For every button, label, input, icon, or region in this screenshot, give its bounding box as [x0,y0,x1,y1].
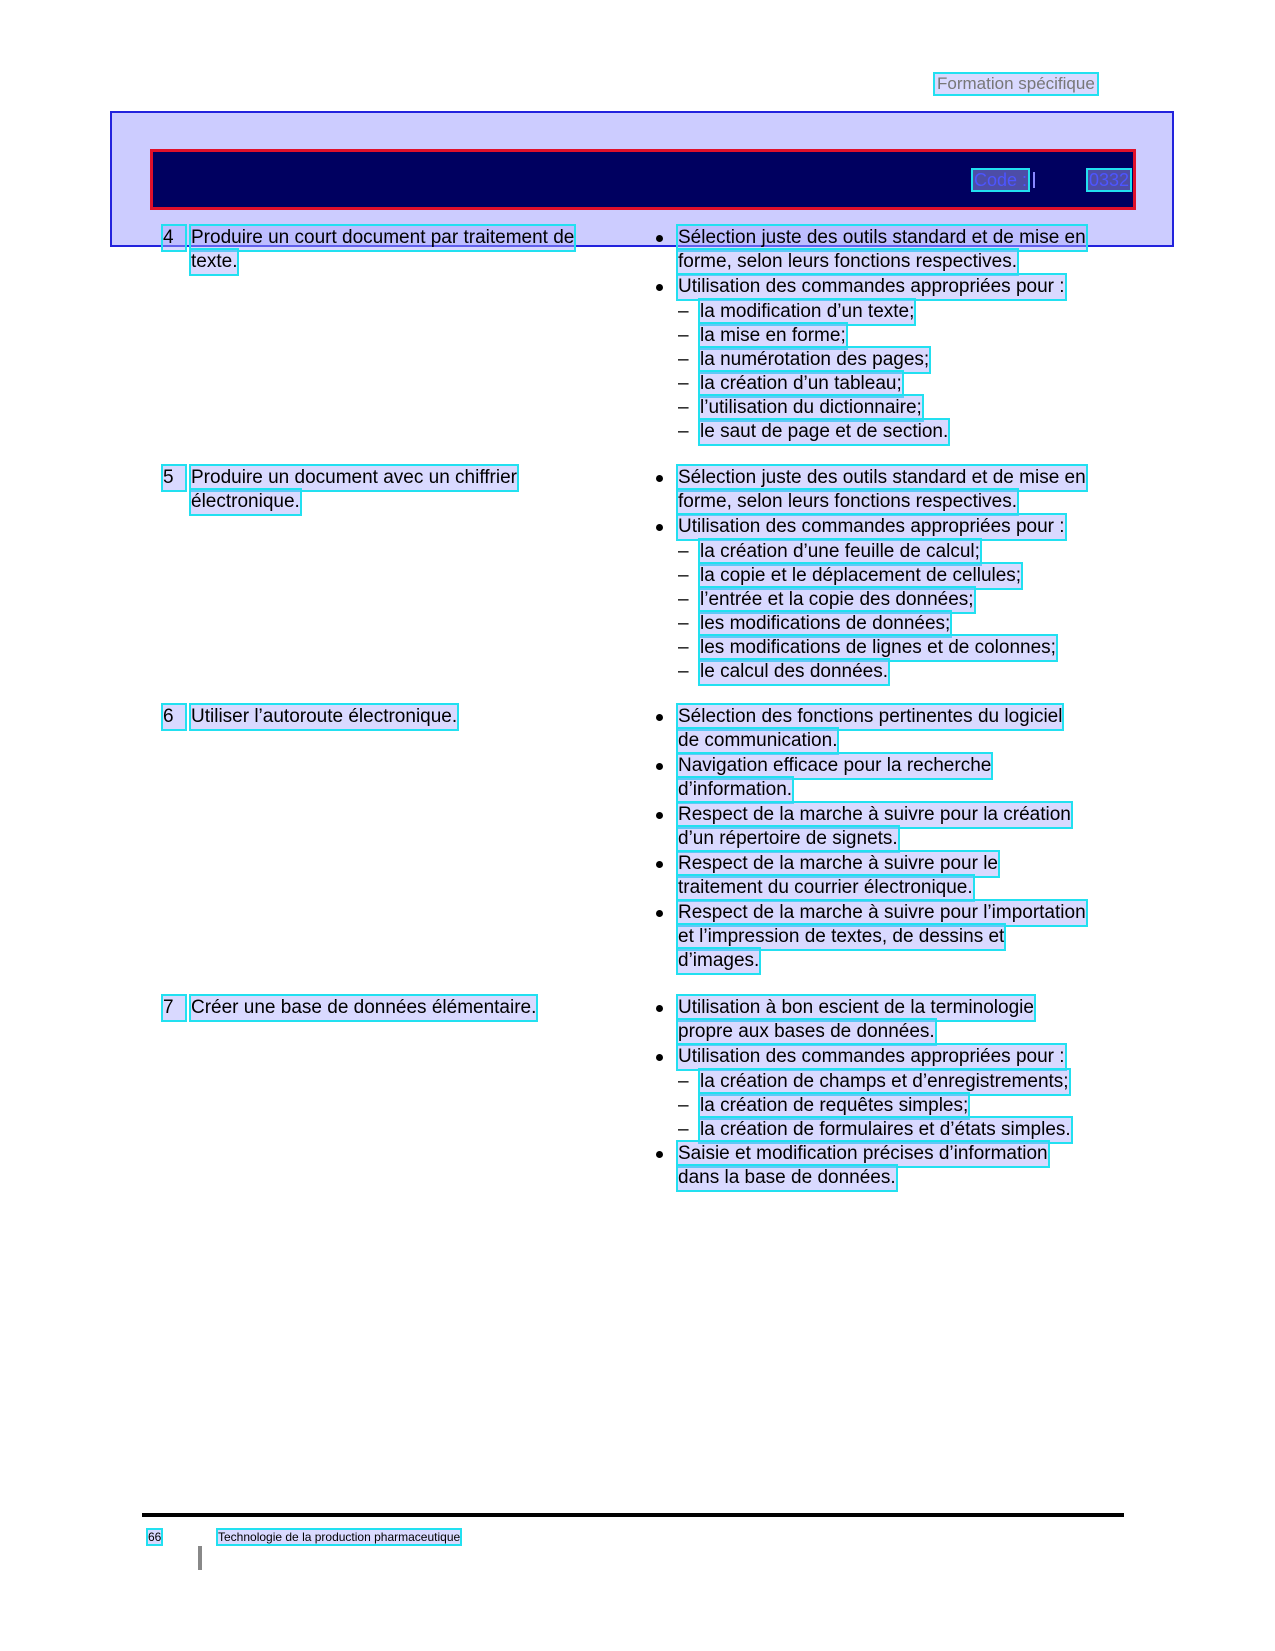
criterion-sub-item [656,324,1124,348]
criterion-sub-item [656,348,1124,372]
bullet-icon [656,812,663,819]
criterion-sub-line: l’utilisation du dictionnaire; [700,397,922,418]
criterion-bullet [656,754,1124,802]
item-number: 6 [163,705,185,729]
dash-icon: – [678,589,689,610]
criterion-line: d’un répertoire de signets. [678,828,898,849]
item-4-title [163,226,663,274]
criterion-line: Utilisation des commandes appropriées pour : [678,1046,1065,1067]
criterion-bullet [656,515,1124,539]
criterion-sub-line: la création de champs et d’enregistrements; [700,1071,1069,1092]
dash-icon: – [678,637,689,658]
criterion-sub-line: la numérotation des pages; [700,349,930,370]
bullet-icon [656,861,663,868]
criterion-sub-item [656,588,1124,612]
footer-page-number: 66 [148,1530,162,1544]
criterion-sub-item [656,420,1124,444]
criterion-sub-line: la création d’une feuille de calcul; [700,541,980,562]
dash-icon: – [678,661,689,682]
item-title-line: Produire un court document par traitement de [191,227,575,248]
criterion-sub-line: la création d’un tableau; [700,373,902,394]
dash-icon: – [678,373,689,394]
item-5-title [163,466,663,514]
criterion-line: forme, selon leurs fonctions respectives. [678,491,1017,512]
criterion-sub-line: la création de requêtes simples; [700,1095,969,1116]
criterion-sub-line: les modifications de lignes et de colonnes; [700,637,1056,658]
dash-icon: – [678,565,689,586]
code-bar [150,149,1136,210]
criterion-line: d’information. [678,779,793,800]
criterion-bullet [656,901,1124,973]
item-7-criteria [656,996,1124,1191]
criterion-line: Utilisation des commandes appropriées pour : [678,516,1065,537]
item-5-criteria [656,466,1124,684]
criterion-bullet [656,803,1124,851]
criterion-line: Saisie et modification précises d’information [678,1143,1048,1164]
criterion-bullet [656,466,1124,514]
criterion-line: dans la base de données. [678,1167,896,1188]
code-value: 0332 [1089,170,1130,190]
dash-icon: – [678,1119,689,1140]
bullet-icon [656,235,663,242]
criterion-sub-line: l’entrée et la copie des données; [700,589,974,610]
criterion-sub-line: le calcul des données. [700,661,889,682]
code-label: Code : [974,170,1028,190]
dash-icon: – [678,1071,689,1092]
criterion-bullet [656,705,1124,753]
bullet-icon [656,1151,663,1158]
criterion-line: propre aux bases de données. [678,1021,935,1042]
item-title-line: électronique. [191,491,300,512]
criterion-bullet [656,275,1124,299]
dash-icon: – [678,421,689,442]
item-6-title [163,705,663,729]
footer-title: Technologie de la production pharmaceutique [218,1530,461,1544]
dash-icon: – [678,397,689,418]
criterion-sub-line: le saut de page et de section. [700,421,949,442]
dash-icon: – [678,301,689,322]
item-title-line: texte. [191,251,238,272]
bullet-icon [656,284,663,291]
criterion-sub-line: la copie et le déplacement de cellules; [700,565,1022,586]
criterion-line: Utilisation des commandes appropriées pour : [678,276,1065,297]
criterion-line: Utilisation à bon escient de la terminologie [678,997,1034,1018]
item-title-line: Créer une base de données élémentaire. [191,997,537,1018]
criterion-sub-item [656,300,1124,324]
item-4-criteria [656,226,1124,444]
item-6-criteria [656,705,1124,974]
item-number: 5 [163,466,185,490]
bullet-icon [656,475,663,482]
dash-icon: – [678,325,689,346]
bullet-icon [656,763,663,770]
criterion-sub-item [656,612,1124,636]
criterion-bullet [656,226,1124,274]
criterion-sub-line: les modifications de données; [700,613,951,634]
criterion-sub-item [656,396,1124,420]
criterion-bullet [656,852,1124,900]
criterion-sub-line: la mise en forme; [700,325,846,346]
bullet-icon [656,524,663,531]
dash-icon: – [678,349,689,370]
criterion-line: Sélection des fonctions pertinentes du logiciel [678,706,1063,727]
criterion-sub-item [656,636,1124,660]
criterion-line: Sélection juste des outils standard et de mise en [678,467,1086,488]
criterion-line: de communication. [678,730,838,751]
criterion-bullet [656,1142,1124,1190]
criterion-line: Respect de la marche à suivre pour l’importation [678,902,1086,923]
criterion-sub-item [656,564,1124,588]
criterion-sub-line: la modification d’un texte; [700,301,915,322]
criterion-line: Respect de la marche à suivre pour la création [678,804,1071,825]
criterion-sub-item [656,372,1124,396]
running-head: Formation spécifique [937,74,1095,93]
item-title-line: Produire un document avec un chiffrier [191,467,517,488]
criterion-sub-item [656,660,1124,684]
criterion-sub-item [656,540,1124,564]
dash-icon: – [678,613,689,634]
footer-rule [142,1513,1124,1517]
dash-icon: – [678,541,689,562]
bullet-icon [656,1054,663,1061]
criterion-sub-line: la création de formulaires et d’états simples. [700,1119,1071,1140]
item-number: 4 [163,226,185,250]
bullet-icon [656,1005,663,1012]
criterion-line: forme, selon leurs fonctions respectives. [678,251,1017,272]
criterion-sub-item [656,1094,1124,1118]
item-7-title [163,996,663,1020]
criterion-sub-item [656,1070,1124,1094]
criterion-line: et l’impression de textes, de dessins et [678,926,1005,947]
bullet-icon [656,714,663,721]
criterion-bullet [656,1045,1124,1069]
dash-icon: – [678,1095,689,1116]
criterion-bullet [656,996,1124,1044]
criterion-sub-item [656,1118,1124,1142]
footer-change-bar [198,1546,202,1570]
criterion-line: d’images. [678,950,760,971]
bullet-icon [656,910,663,917]
criterion-line: traitement du courrier électronique. [678,877,973,898]
criterion-line: Sélection juste des outils standard et de mise en [678,227,1086,248]
criterion-line: Navigation efficace pour la recherche [678,755,992,776]
item-number: 7 [163,996,185,1020]
criterion-line: Respect de la marche à suivre pour le [678,853,998,874]
item-title-line: Utiliser l’autoroute électronique. [191,706,458,727]
